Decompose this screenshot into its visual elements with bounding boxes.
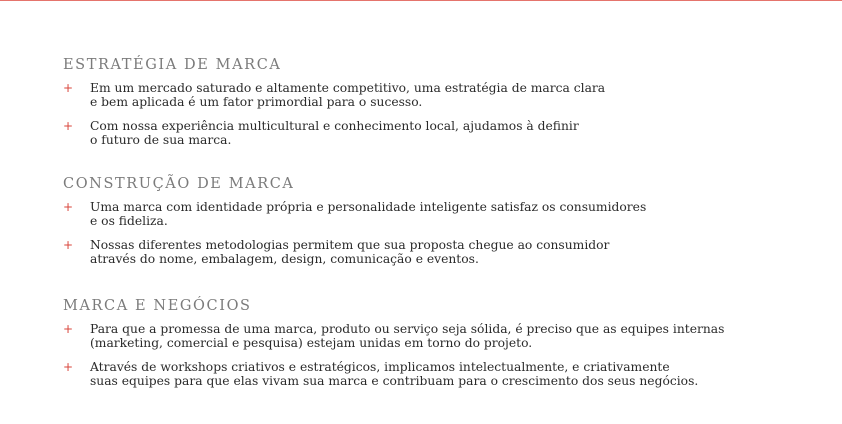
list-item <box>63 81 823 109</box>
list-item-text: Com nossa experiência multicultural e conhecimento local, ajudamos à definir o futuro de sua marca. <box>90 119 579 147</box>
section-marca-e-negocios <box>63 297 823 388</box>
list-item-text: Uma marca com identidade própria e personalidade inteligente satisfaz os consumidores e os fideliza. <box>90 200 647 228</box>
plus-bullet-icon: + <box>63 322 74 336</box>
plus-bullet-icon: + <box>63 200 74 214</box>
list-item <box>63 200 823 228</box>
section-estrategia-de-marca <box>63 56 823 147</box>
section-construcao-de-marca <box>63 175 823 266</box>
list-item-text: Em um mercado saturado e altamente competitivo, uma estratégia de marca clara e bem aplicada é um fator primordial para o sucesso. <box>90 81 606 109</box>
bullet-list <box>63 200 823 266</box>
plus-bullet-icon: + <box>63 238 74 252</box>
list-item <box>63 119 823 147</box>
list-item <box>63 360 823 388</box>
services-content <box>63 56 823 388</box>
list-item <box>63 322 823 350</box>
bullet-list <box>63 81 823 147</box>
section-title: CONSTRUÇÃO DE MARCA <box>63 176 295 192</box>
list-item-text: Para que a promessa de uma marca, produto ou serviço seja sólida, é preciso que as equipes internas (marketing, comercial e pesquisa) estejam unidas em torno do projeto. <box>90 322 725 350</box>
plus-bullet-icon: + <box>63 360 74 374</box>
plus-bullet-icon: + <box>63 81 74 95</box>
list-item-text: Nossas diferentes metodologias permitem que sua proposta chegue ao consumidor através do nome, embalagem, design, comunicação e eventos. <box>90 238 610 266</box>
list-item-text: Através de workshops criativos e estratégicos, implicamos intelectualmente, e criativamente suas equipes para que elas vivam sua marca e contribuam para o crescimento dos seus negócios. <box>90 360 699 388</box>
top-divider <box>0 0 842 1</box>
bullet-list <box>63 322 823 388</box>
section-title: ESTRATÉGIA DE MARCA <box>63 57 282 73</box>
list-item <box>63 238 823 266</box>
plus-bullet-icon: + <box>63 119 74 133</box>
section-title: MARCA E NEGÓCIOS <box>63 298 252 314</box>
